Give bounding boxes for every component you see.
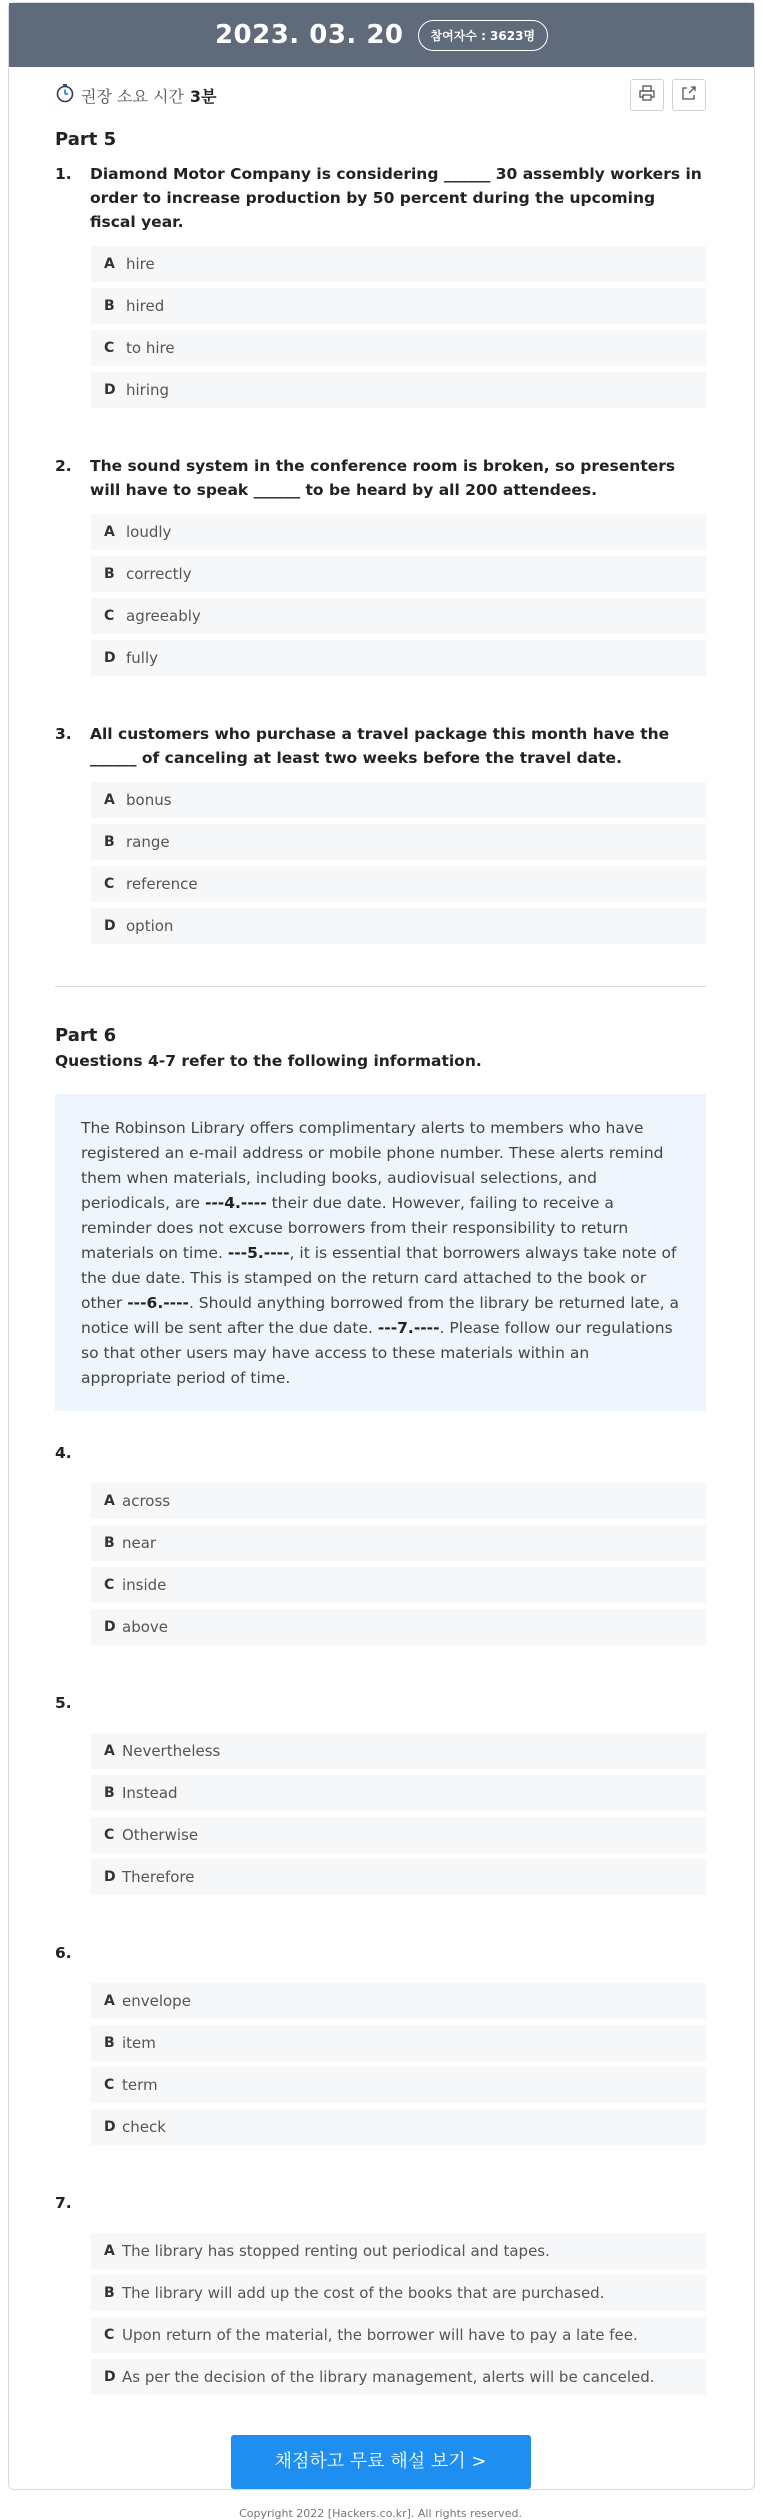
option-text: loudly [126, 523, 172, 541]
option-b[interactable] [91, 1775, 706, 1811]
option-letter: C [104, 2077, 115, 2093]
option-letter: A [104, 792, 115, 808]
option-text: check [122, 2118, 166, 2136]
question-number: 3. [55, 725, 72, 743]
option-text: Upon return of the material, the borrower will have to pay a late fee. [122, 2326, 638, 2344]
question-3 [55, 722, 706, 944]
option-text: inside [122, 1576, 167, 1594]
option-text: Nevertheless [122, 1742, 221, 1760]
option-text: Therefore [122, 1868, 195, 1886]
option-text: bonus [126, 791, 172, 809]
option-a[interactable] [91, 246, 706, 282]
option-letter: A [104, 524, 115, 540]
option-letter: D [104, 918, 116, 934]
option-text: term [122, 2076, 158, 2094]
option-letter: A [104, 1743, 115, 1759]
option-text: above [122, 1618, 168, 1636]
option-letter: D [104, 1869, 116, 1885]
option-text: Otherwise [122, 1826, 199, 1844]
option-text: envelope [122, 1992, 191, 2010]
option-letter: C [104, 2327, 115, 2343]
question-number: 2. [55, 457, 72, 475]
option-letter: A [104, 1993, 115, 2009]
option-b[interactable] [91, 556, 706, 592]
option-b[interactable] [91, 2025, 706, 2061]
section-divider [55, 986, 706, 987]
blank-4: ---4.---- [204, 1194, 267, 1212]
option-b[interactable] [91, 824, 706, 860]
option-letter: B [104, 1785, 115, 1801]
question-text: The sound system in the conference room is broken, so presenters will have to speak ______ to be heard by all 200 attendees. [90, 457, 676, 499]
option-letter: C [104, 1577, 115, 1593]
option-letter: B [104, 2285, 115, 2301]
option-d[interactable] [91, 640, 706, 676]
blank-7: ---7.---- [377, 1319, 440, 1337]
print-icon [638, 84, 656, 106]
part5-title: Part 5 [55, 129, 117, 150]
question-number: 5. [55, 1694, 72, 1712]
question-5 [55, 1691, 706, 1895]
recommended-time [55, 83, 217, 107]
question-number: 1. [55, 165, 72, 183]
question-6 [55, 1941, 706, 2145]
option-letter: B [104, 566, 115, 582]
option-text: hiring [126, 381, 170, 399]
option-letter: D [104, 650, 116, 666]
option-letter: B [104, 2035, 115, 2051]
option-c[interactable] [91, 2317, 706, 2353]
question-text: Diamond Motor Company is considering ______ 30 assembly workers in order to increase production by 50 percent during the upcoming fiscal year. [90, 165, 702, 231]
option-c[interactable] [91, 866, 706, 902]
question-1 [55, 162, 706, 408]
question-7 [55, 2191, 706, 2395]
option-d[interactable] [91, 2109, 706, 2145]
share-icon [680, 84, 698, 106]
submit-grade-button[interactable]: 채점하고 무료 해설 보기 > [231, 2435, 531, 2489]
option-text: hire [126, 255, 155, 273]
option-text: near [122, 1534, 157, 1552]
option-letter: A [104, 256, 115, 272]
participants-badge: 참여자수 : 3623명 [418, 20, 549, 51]
passage-text: . Please follow our regulations so that other users may have access to these materials within an appropriate period of time. [81, 1319, 673, 1387]
option-text: item [122, 2034, 156, 2052]
option-text: The library will add up the cost of the books that are purchased. [122, 2284, 605, 2302]
share-button[interactable] [672, 79, 706, 111]
option-a[interactable] [91, 1483, 706, 1519]
option-c[interactable] [91, 2067, 706, 2103]
part6-title: Part 6 [55, 1025, 117, 1046]
blank-5: ---5.---- [227, 1244, 290, 1262]
option-text: option [126, 917, 174, 935]
toolbar [55, 67, 706, 123]
option-a[interactable] [91, 514, 706, 550]
copyright-text: Copyright 2022 [Hackers.co.kr]. All rights reserved. [239, 2507, 522, 2520]
option-letter: C [104, 1827, 115, 1843]
print-button[interactable] [630, 79, 664, 111]
option-letter: D [104, 2369, 116, 2385]
blank-6: ---6.---- [127, 1294, 189, 1312]
option-text: As per the decision of the library management, alerts will be canceled. [122, 2368, 655, 2386]
option-d[interactable] [91, 2359, 706, 2395]
reading-passage [55, 1094, 706, 1411]
option-letter: B [104, 298, 115, 314]
option-a[interactable] [91, 782, 706, 818]
question-text: All customers who purchase a travel package this month have the ______ of canceling at least two weeks before the travel date. [90, 725, 670, 767]
passage-text: their due date. However, failing to receive a reminder does not excuse borrowers from their responsibility to return materials on time. [81, 1194, 629, 1262]
header-bar [9, 3, 754, 67]
option-letter: C [104, 608, 115, 624]
option-c[interactable] [91, 1817, 706, 1853]
question-number: 4. [55, 1444, 72, 1462]
passage-text: . Should anything borrowed from the library be returned late, a notice will be sent after the due date. [81, 1294, 679, 1337]
option-d[interactable] [91, 1859, 706, 1895]
quiz-card [8, 2, 755, 2520]
time-value: 3분 [189, 86, 217, 106]
option-text: correctly [126, 565, 192, 583]
passage-text: The Robinson Library offers complimentary alerts to members who have registered an e-mail address or mobile phone number. These alerts remind them when materials, including books, audiovisual selections, and periodicals, are [81, 1119, 664, 1212]
question-number: 7. [55, 2194, 72, 2212]
option-d[interactable] [91, 908, 706, 944]
option-text: to hire [126, 339, 175, 357]
option-text: The library has stopped renting out periodical and tapes. [122, 2242, 550, 2260]
option-letter: B [104, 1535, 115, 1551]
option-text: hired [126, 297, 165, 315]
option-text: agreeably [126, 607, 201, 625]
option-d[interactable] [91, 1609, 706, 1645]
option-letter: A [104, 1493, 115, 1509]
option-text: range [126, 833, 170, 851]
option-a[interactable] [91, 1983, 706, 2019]
time-label: 권장 소요 시간 [81, 86, 184, 106]
option-a[interactable] [91, 1733, 706, 1769]
option-text: Instead [122, 1784, 178, 1802]
option-b[interactable] [91, 288, 706, 324]
option-d[interactable] [91, 372, 706, 408]
option-b[interactable] [91, 2275, 706, 2311]
option-c[interactable] [91, 598, 706, 634]
passage-text: , it is essential that borrowers always take note of the due date. This is stamped on the return card attached to the book or other [81, 1244, 677, 1312]
option-c[interactable] [91, 330, 706, 366]
option-letter: D [104, 382, 116, 398]
option-letter: A [104, 2243, 115, 2259]
option-letter: C [104, 876, 115, 892]
option-c[interactable] [91, 1567, 706, 1603]
quiz-date: 2023. 03. 20 [214, 20, 404, 50]
part6-instruction: Questions 4-7 refer to the following information. [55, 1052, 482, 1070]
option-letter: B [104, 834, 115, 850]
option-a[interactable] [91, 2233, 706, 2269]
timer-icon [55, 83, 75, 107]
option-b[interactable] [91, 1525, 706, 1561]
option-letter: C [104, 340, 115, 356]
option-letter: D [104, 2119, 116, 2135]
option-text: fully [126, 649, 158, 667]
question-number: 6. [55, 1944, 72, 1962]
option-text: reference [126, 875, 198, 893]
question-2 [55, 454, 706, 676]
question-4 [55, 1441, 706, 1645]
option-text: across [122, 1492, 171, 1510]
option-letter: D [104, 1619, 116, 1635]
